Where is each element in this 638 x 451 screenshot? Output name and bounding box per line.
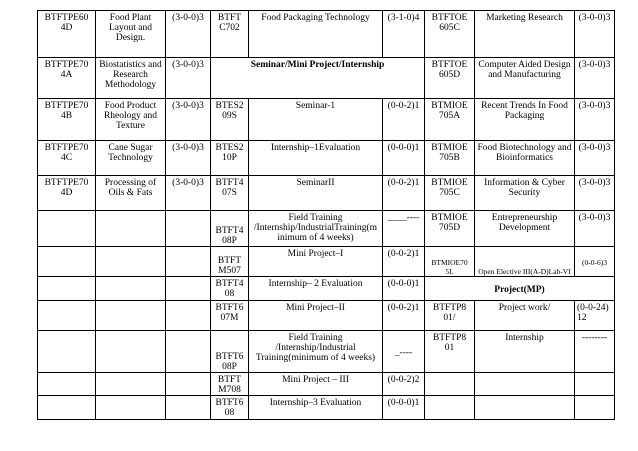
empty-cell <box>166 211 211 247</box>
course-title: Food Biotechnology and Bioinformatics <box>475 141 575 176</box>
credits: (3-0-0)3 <box>166 141 211 176</box>
course-title: Information & Cyber Security <box>475 176 575 211</box>
empty-cell <box>96 277 166 301</box>
empty-cell <box>166 301 211 331</box>
table-row <box>38 99 615 141</box>
course-title: Cane Sugar Technology <box>96 141 166 176</box>
empty-cell <box>166 331 211 373</box>
course-title: SeminarII <box>249 176 383 211</box>
credits: (3-0-0)3 <box>575 211 615 247</box>
course-title: Mini Project–I <box>249 247 383 277</box>
credits: (3-0-0)3 <box>166 58 211 99</box>
course-code: BTFTOE 605C <box>425 11 475 58</box>
table-row <box>38 331 615 373</box>
course-title: Biostatistics and Research Methodology <box>96 58 166 99</box>
course-title: Processing of Oils & Fats <box>96 176 166 211</box>
course-title: Recent Trends In Food Packaging <box>475 99 575 141</box>
credits: (0-0-0)1 <box>383 277 425 301</box>
empty-cell <box>38 247 96 277</box>
credits: (3-0-0)3 <box>166 11 211 58</box>
course-code: BTFT4 07S <box>211 176 249 211</box>
credits: (0-0-2)1 <box>383 99 425 141</box>
course-title: Computer Aided Design and Manufacturing <box>475 58 575 99</box>
course-title: Mini Project–II <box>249 301 383 331</box>
course-title: Seminar-1 <box>249 99 383 141</box>
course-table <box>37 10 615 420</box>
empty-cell <box>166 247 211 277</box>
section-heading: Seminar/Mini Project/Internship <box>211 58 425 99</box>
table-row <box>38 11 615 58</box>
course-code: BTFT6 07M <box>211 301 249 331</box>
table-row <box>38 396 615 420</box>
empty-cell <box>38 373 96 396</box>
table-row <box>38 373 615 396</box>
course-code: BTFTPE70 4A <box>38 58 96 99</box>
course-code: BTFT C702 <box>211 11 249 58</box>
course-code: BTFT M507 <box>211 247 249 277</box>
course-title: Internship–3 Evaluation <box>249 396 383 420</box>
credits: (0-0-2)1 <box>383 176 425 211</box>
credits: (0-0-0)1 <box>383 141 425 176</box>
course-title: Entrepreneurship Development <box>475 211 575 247</box>
course-title: Food Packaging Technology <box>249 11 383 58</box>
course-code: BTFTPE70 4B <box>38 99 96 141</box>
credits: (3-0-0)3 <box>166 176 211 211</box>
course-code: BTFTPE60 4D <box>38 11 96 58</box>
course-code: BTFTP8 01 <box>425 331 475 373</box>
empty-cell <box>425 396 475 420</box>
credits: (0-0-2)2 <box>383 373 425 396</box>
table-row <box>38 141 615 176</box>
course-title: Food Product Rheology and Texture <box>96 99 166 141</box>
course-code: BTES2 10P <box>211 141 249 176</box>
table-row <box>38 247 615 277</box>
course-title: Internship– 2 Evaluation <box>249 277 383 301</box>
course-code: BTMIOE 705A <box>425 99 475 141</box>
course-code: BTFT6 08 <box>211 396 249 420</box>
course-title: Food Plant Layout and Design. <box>96 11 166 58</box>
course-title: Internship–1Evaluation <box>249 141 383 176</box>
empty-cell <box>475 373 575 396</box>
course-code: BTFT6 08P <box>211 331 249 373</box>
empty-cell <box>166 373 211 396</box>
empty-cell <box>96 301 166 331</box>
credits: _---- <box>383 331 425 373</box>
credits: ____---- <box>383 211 425 247</box>
credits: (0-0-2)1 <box>383 247 425 277</box>
course-code: BTFTOE 605D <box>425 58 475 99</box>
empty-cell <box>166 277 211 301</box>
section-heading: Project(MP) <box>425 277 615 301</box>
credits: (3-0-0)3 <box>575 99 615 141</box>
table-row <box>38 277 615 301</box>
credits: (3-0-0)3 <box>166 99 211 141</box>
empty-cell <box>575 396 615 420</box>
empty-cell <box>38 211 96 247</box>
course-title: Open Elective III(A-D)Lab-VI <box>475 247 575 277</box>
course-title: Internship <box>475 331 575 373</box>
credits: (3-0-0)3 <box>575 176 615 211</box>
course-title: Project work/ <box>475 301 575 331</box>
empty-cell <box>38 331 96 373</box>
course-code: BTMIOE 705B <box>425 141 475 176</box>
credits: (3-0-0)3 <box>575 141 615 176</box>
course-title: Mini Project – III <box>249 373 383 396</box>
empty-cell <box>38 396 96 420</box>
empty-cell <box>38 301 96 331</box>
credits: (0-0-6)3 <box>575 247 615 277</box>
course-title: Field Training /Internship/IndustrialTraining(m inimum of 4 weeks) <box>249 211 383 247</box>
empty-cell <box>575 373 615 396</box>
course-code: BTFTPE70 4D <box>38 176 96 211</box>
course-code: BTFT4 08P <box>211 211 249 247</box>
credits: (0-0-24) 12 <box>575 301 615 331</box>
table-row <box>38 211 615 247</box>
empty-cell <box>96 331 166 373</box>
course-code: BTMIOE 705C <box>425 176 475 211</box>
course-code: BTFT M708 <box>211 373 249 396</box>
empty-cell <box>96 373 166 396</box>
table-row <box>38 176 615 211</box>
course-title: Marketing Research <box>475 11 575 58</box>
credits: (3-0-0)3 <box>575 58 615 99</box>
course-title: Field Training /Internship/Industrial Training(minimum of 4 weeks) <box>249 331 383 373</box>
credits: (3-1-0)4 <box>383 11 425 58</box>
empty-cell <box>475 396 575 420</box>
empty-cell <box>166 396 211 420</box>
credits: (3-0-0)3 <box>575 11 615 58</box>
credits: (0-0-2)1 <box>383 301 425 331</box>
credits: -------- <box>575 331 615 373</box>
course-code: BTMIOE70 5L <box>425 247 475 277</box>
course-code: BTMIOE 705D <box>425 211 475 247</box>
empty-cell <box>96 247 166 277</box>
empty-cell <box>96 211 166 247</box>
empty-cell <box>38 277 96 301</box>
course-code: BTFTPE70 4C <box>38 141 96 176</box>
course-code: BTFT4 08 <box>211 277 249 301</box>
empty-cell <box>425 373 475 396</box>
credits: (0-0-0)1 <box>383 396 425 420</box>
course-code: BTFTP8 01/ <box>425 301 475 331</box>
table-row <box>38 301 615 331</box>
empty-cell <box>96 396 166 420</box>
course-code: BTES2 09S <box>211 99 249 141</box>
table-row <box>38 58 615 99</box>
